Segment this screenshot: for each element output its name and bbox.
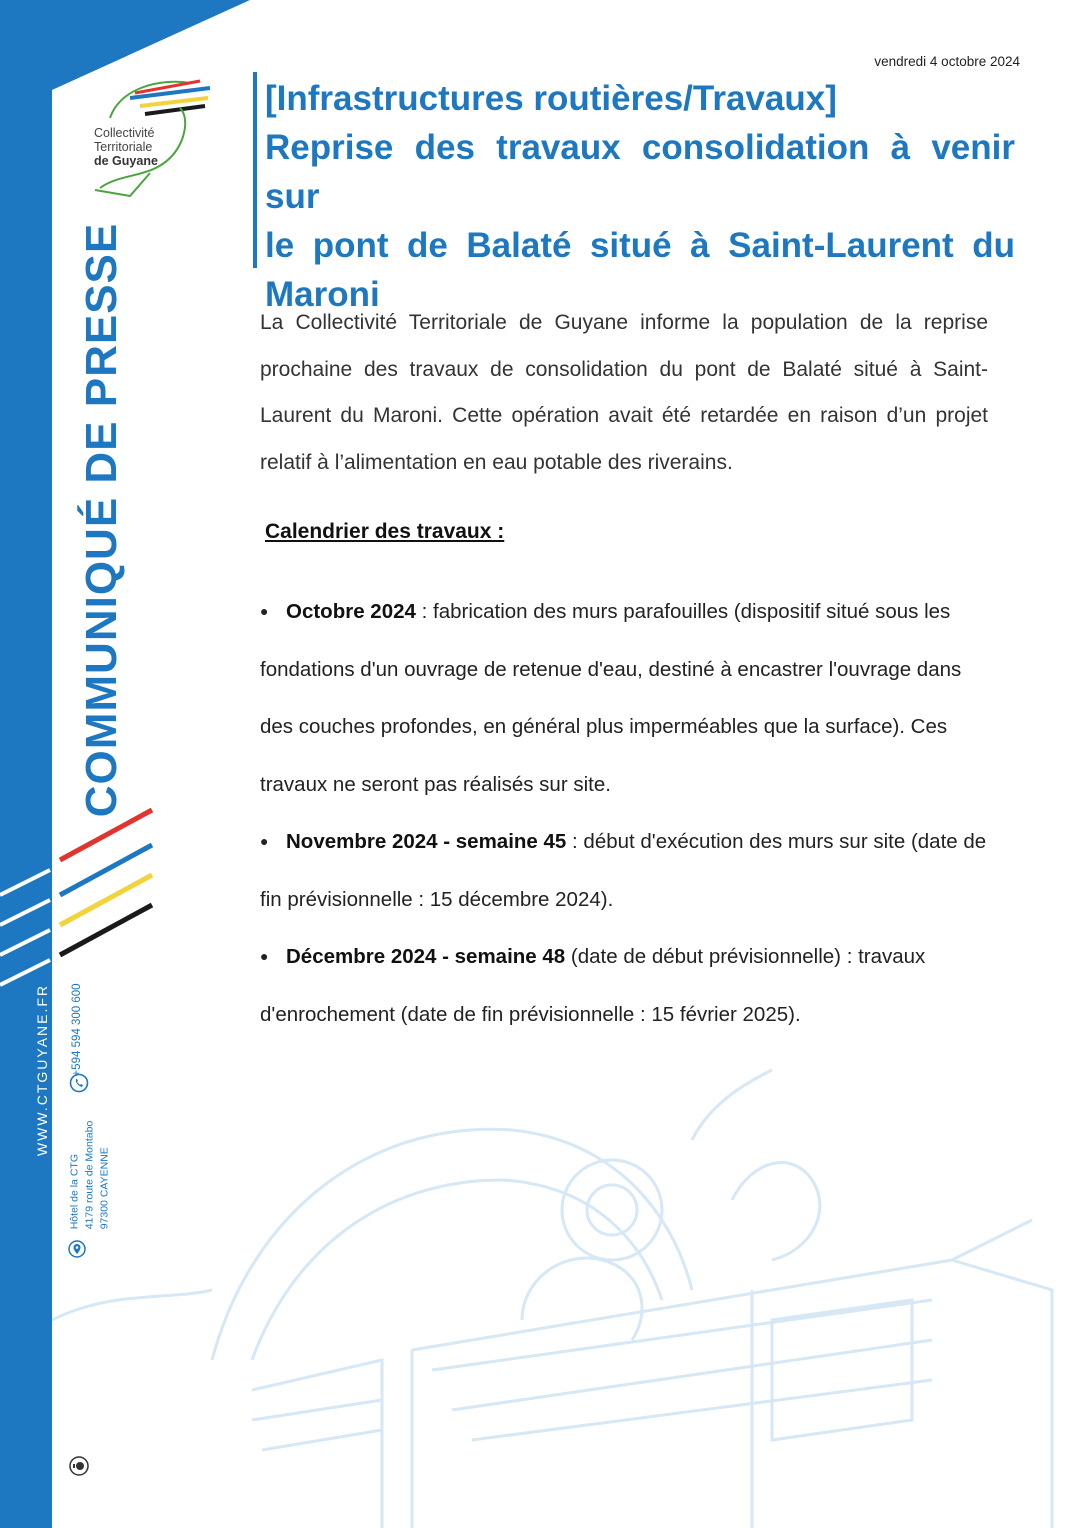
calendar-item-text: : début d'exécution des murs sur site (date de fin prévisionnelle : 15 décembre 2024). xyxy=(260,830,987,911)
intro-paragraph: La Collectivité Territoriale de Guyane informe la population de la reprise prochaine des travaux de consolidation du pont de Balaté situé à Saint-Laurent du Maroni. Cette opération avait été retardée en raison d’un projet relatif à l’alimentation en eau potable des riverains. xyxy=(260,311,988,474)
logo-wordmark xyxy=(94,126,158,168)
title-accent-bar xyxy=(253,72,257,268)
calendar-item-period: Octobre 2024 xyxy=(286,600,416,623)
website-link[interactable]: WWW.CTGUYANE.FR xyxy=(34,983,50,1157)
calendar-list xyxy=(260,583,995,1043)
calendar-item xyxy=(260,583,995,813)
address-line-1: Hôtel de la CTG xyxy=(68,1154,81,1230)
contact-phone[interactable]: +594 594 300 600 xyxy=(71,983,83,1077)
title-line-2: Reprise des travaux consolidation à venir sur xyxy=(265,128,1015,216)
logo-line-3: de Guyane xyxy=(94,154,158,168)
calendar-heading: Calendrier des travaux : xyxy=(265,520,505,543)
address-line-3: 97300 CAYENNE xyxy=(98,1147,111,1230)
title-line-1: [Infrastructures routières/Travaux] xyxy=(265,79,837,118)
bullet-icon: ● xyxy=(260,948,269,964)
address-line-2: 4179 route de Montabo xyxy=(83,1120,96,1230)
building-watermark-illustration xyxy=(52,1060,1080,1528)
page-title xyxy=(265,74,1015,319)
title-line-3: le pont de Balaté situé à Saint-Laurent du xyxy=(265,226,1015,265)
bullet-icon: ● xyxy=(260,603,269,619)
calendar-item-period: Novembre 2024 - semaine 45 xyxy=(286,830,567,853)
calendar-item xyxy=(260,813,995,928)
calendar-item-text: : fabrication des murs parafouilles (dispositif situé sous les fondations d'un ouvrage de retenue d'eau, destiné à encastrer l'ouvrage dans des couches profondes, en général plus imperméables que la surface). Ces travaux ne seront pas réalisés sur site. xyxy=(260,600,962,796)
bullet-icon: ● xyxy=(260,833,269,849)
calendar-item-text: (date de début prévisionnelle) : travaux d'enrochement (date de fin prévisionnelle : 15 février 2025). xyxy=(260,945,926,1026)
press-release-vertical-title: COMMUNIQUÉ DE PRESSE xyxy=(77,222,126,818)
release-date: vendredi 4 octobre 2024 xyxy=(874,54,1020,69)
title-line-4: Maroni xyxy=(265,275,380,314)
decorative-stripes xyxy=(0,800,160,1000)
calendar-item xyxy=(260,928,995,1043)
logo-line-2: Territoriale xyxy=(94,140,153,154)
header-corner-shape xyxy=(0,0,260,90)
calendar-item-period: Décembre 2024 - semaine 48 xyxy=(286,945,566,968)
logo-line-1: Collectivité xyxy=(94,126,155,140)
sidebar-band xyxy=(0,0,52,1528)
